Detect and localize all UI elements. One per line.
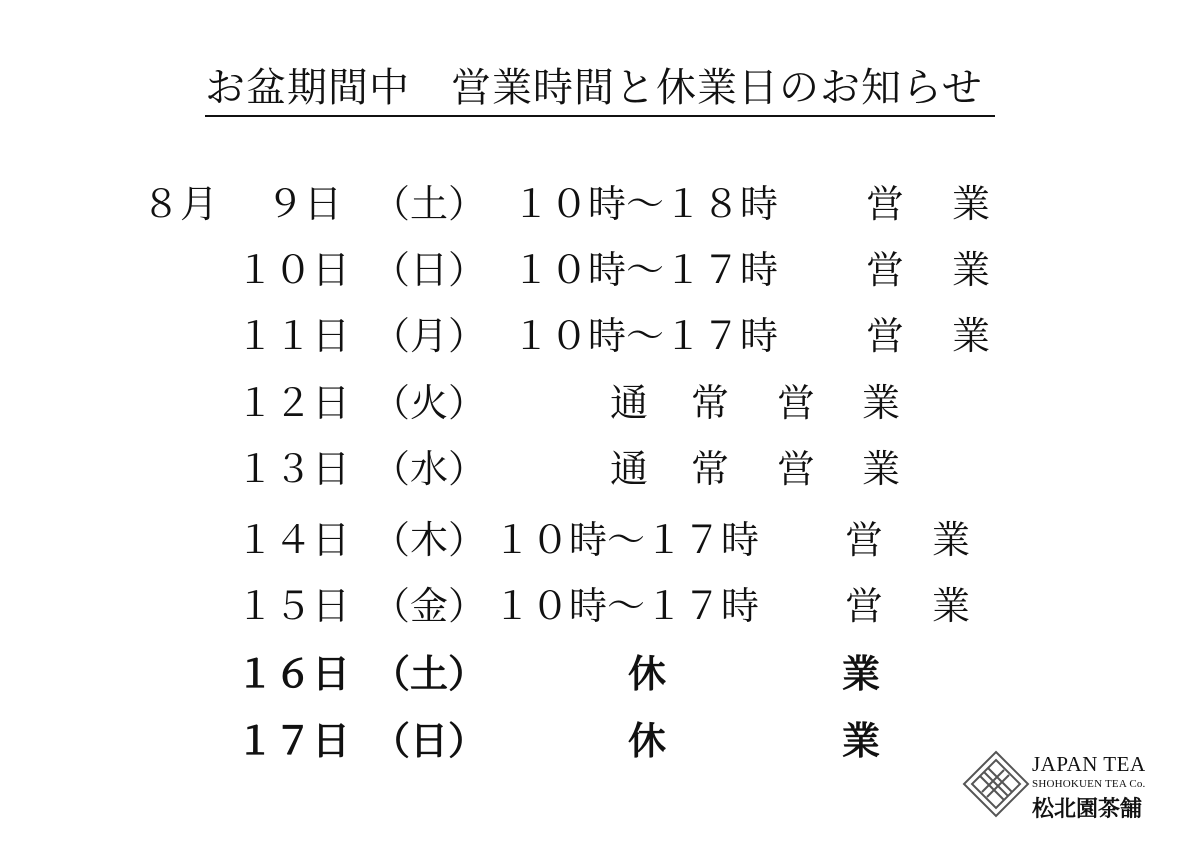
status-char: 営 xyxy=(866,248,905,292)
weekday-label: （水） xyxy=(372,447,487,491)
day-label: １３日 xyxy=(236,447,351,491)
day-label: １４日 xyxy=(236,518,351,562)
hours-label: １０時～１７時 xyxy=(493,518,760,562)
status-char: 業 xyxy=(842,652,881,696)
day-label: １５日 xyxy=(236,584,351,628)
hours-label: １０時～１７時 xyxy=(512,248,779,292)
hours-label: １０時～１７時 xyxy=(512,314,779,358)
schedule-row-aug-12 xyxy=(0,373,1200,433)
status-char: 休 xyxy=(628,719,667,763)
status-char: 通 xyxy=(610,447,649,491)
weekday-label: （土） xyxy=(372,652,487,696)
schedule-row-aug-14 xyxy=(0,510,1200,570)
schedule-row-aug-15 xyxy=(0,576,1200,636)
day-label: ９日 xyxy=(266,182,343,226)
status-char: 業 xyxy=(862,447,901,491)
status-char: 通 xyxy=(610,381,649,425)
status-char: 業 xyxy=(842,719,881,763)
day-label: １６日 xyxy=(236,652,351,696)
status-char: 業 xyxy=(932,584,971,628)
day-label: １０日 xyxy=(236,248,351,292)
logo-name-en: JAPAN TEA xyxy=(1032,752,1146,776)
page-title: お盆期間中 営業時間と休業日のお知らせ xyxy=(205,65,983,111)
day-label: １２日 xyxy=(236,381,351,425)
hours-label: １０時～１８時 xyxy=(512,182,779,226)
hours-label: １０時～１７時 xyxy=(493,584,760,628)
status-char: 業 xyxy=(952,182,991,226)
logo-company-en: SHOHOKUEN TEA Co. xyxy=(1032,778,1146,790)
weekday-label: （日） xyxy=(372,719,487,763)
status-char: 常 xyxy=(691,381,730,425)
weekday-label: （土） xyxy=(372,182,487,226)
day-label: １７日 xyxy=(236,719,351,763)
weekday-label: （金） xyxy=(372,584,487,628)
status-char: 休 xyxy=(628,652,667,696)
logo-name-jp: 松北園茶舗 xyxy=(1032,796,1143,822)
status-char: 常 xyxy=(691,447,730,491)
schedule-row-aug-13 xyxy=(0,439,1200,499)
status-char: 営 xyxy=(866,314,905,358)
status-char: 業 xyxy=(952,314,991,358)
schedule-row-aug-11 xyxy=(0,306,1200,366)
weekday-label: （木） xyxy=(372,518,487,562)
company-logo xyxy=(960,748,1160,828)
status-char: 営 xyxy=(845,584,884,628)
status-char: 営 xyxy=(777,447,816,491)
weekday-label: （火） xyxy=(372,381,487,425)
status-char: 業 xyxy=(952,248,991,292)
status-char: 営 xyxy=(777,381,816,425)
diamond-logo-icon xyxy=(960,748,1032,820)
weekday-label: （日） xyxy=(372,248,487,292)
status-char: 業 xyxy=(862,381,901,425)
status-char: 営 xyxy=(866,182,905,226)
schedule-row-aug-10 xyxy=(0,240,1200,300)
weekday-label: （月） xyxy=(372,314,487,358)
status-char: 営 xyxy=(845,518,884,562)
schedule-row-aug-16 xyxy=(0,644,1200,704)
day-label: １１日 xyxy=(236,314,351,358)
status-char: 業 xyxy=(932,518,971,562)
month-label: ８月 xyxy=(142,182,219,226)
schedule-row-aug-9 xyxy=(0,174,1200,234)
